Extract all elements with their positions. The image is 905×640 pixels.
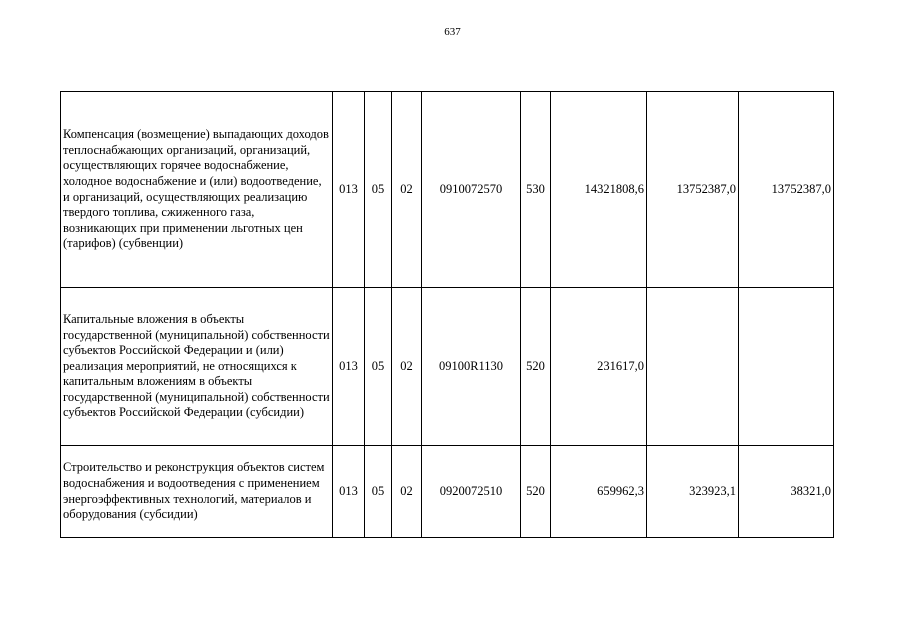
table-row [61, 288, 834, 446]
sum-year2-cell: 323923,1 [647, 446, 739, 538]
table-row [61, 92, 834, 288]
subsection-code-cell: 02 [392, 92, 422, 288]
page-number: 637 [444, 26, 461, 38]
budget-table [60, 91, 834, 538]
target-article-cell: 09100R1130 [422, 288, 521, 446]
subsection-code-cell: 02 [392, 446, 422, 538]
target-article-cell: 0910072570 [422, 92, 521, 288]
expense-name-cell: Компенсация (возмещение) выпадающих доходов теплоснабжающих организаций, организаций, осуществляющих горячее водоснабжение, холодное водоснабжение и (или) водоотведение, и организаций, осуществляющих реализацию твердого топлива, сжиженного газа, возникающих при применении льготных цен (тарифов) (субвенции) [61, 92, 333, 288]
expense-name-cell: Капитальные вложения в объекты государственной (муниципальной) собственности субъектов Российской Федерации и (или) реализация мероприятий, не относящихся к капитальным вложениям в объекты государственной (муниципальной) собственности субъектов Российской Федерации (субсидии) [61, 288, 333, 446]
sum-year3-cell [739, 288, 834, 446]
sum-year3-cell: 38321,0 [739, 446, 834, 538]
sum-year1-cell: 659962,3 [551, 446, 647, 538]
subsection-code-cell: 02 [392, 288, 422, 446]
sum-year2-cell [647, 288, 739, 446]
section-code-cell: 05 [365, 288, 392, 446]
target-article-cell: 0920072510 [422, 446, 521, 538]
sum-year2-cell: 13752387,0 [647, 92, 739, 288]
expense-type-cell: 520 [521, 288, 551, 446]
table-row [61, 446, 834, 538]
sum-year1-cell: 14321808,6 [551, 92, 647, 288]
section-code-cell: 05 [365, 446, 392, 538]
ministry-code-cell: 013 [333, 288, 365, 446]
section-code-cell: 05 [365, 92, 392, 288]
expense-type-cell: 530 [521, 92, 551, 288]
ministry-code-cell: 013 [333, 446, 365, 538]
sum-year3-cell: 13752387,0 [739, 92, 834, 288]
ministry-code-cell: 013 [333, 92, 365, 288]
sum-year1-cell: 231617,0 [551, 288, 647, 446]
expense-type-cell: 520 [521, 446, 551, 538]
expense-name-cell: Строительство и реконструкция объектов систем водоснабжения и водоотведения с применением энергоэффективных технологий, материалов и оборудования (субсидии) [61, 446, 333, 538]
